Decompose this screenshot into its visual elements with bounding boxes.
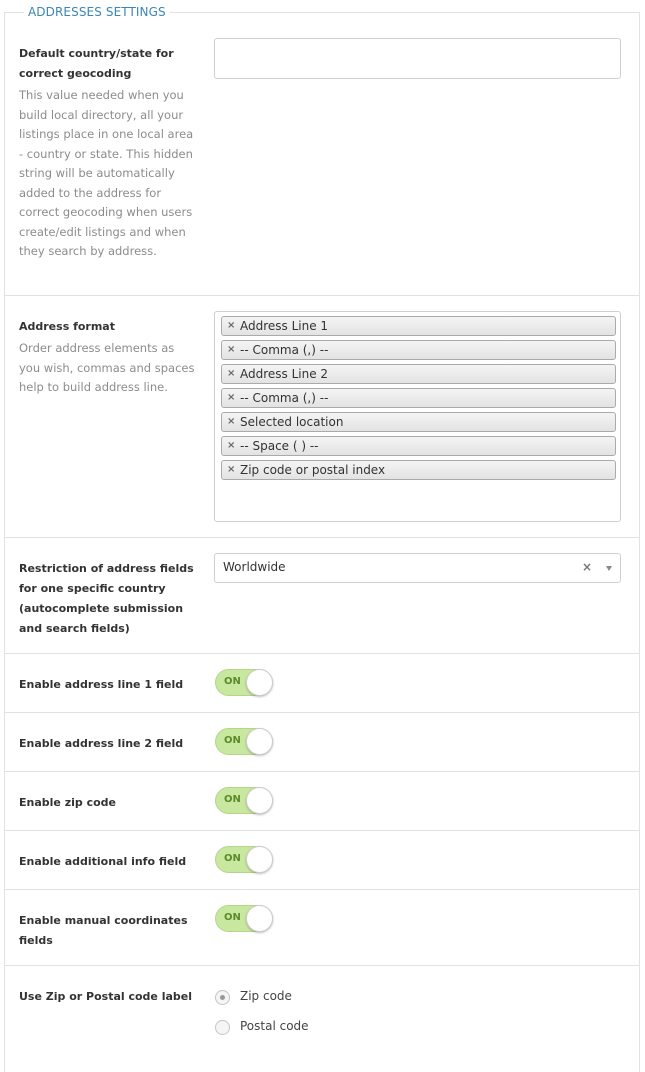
toggle-additional-info[interactable] xyxy=(215,846,273,873)
remove-icon[interactable]: × xyxy=(227,392,236,403)
remove-icon[interactable]: × xyxy=(227,344,236,355)
default-country-description: This value needed when you build local directory, all your listings place in one local area - country or state. This hidden string will be automatically added to the address for correct geocoding when users create/edit listings and when they search by address. xyxy=(19,88,194,258)
radio-selected-dot xyxy=(220,995,225,1000)
toggle-address-line-2[interactable] xyxy=(215,728,273,755)
toggle-knob[interactable] xyxy=(246,905,273,932)
address-format-chip[interactable] xyxy=(221,388,616,408)
divider xyxy=(4,537,640,538)
restriction-selected-value: Worldwide xyxy=(223,560,286,574)
chip-label: Selected location xyxy=(240,415,344,429)
toggle-state: ON xyxy=(224,676,241,687)
divider xyxy=(4,889,640,890)
divider xyxy=(4,653,640,654)
remove-icon[interactable]: × xyxy=(227,368,236,379)
toggle-knob[interactable] xyxy=(246,787,273,814)
remove-icon[interactable]: × xyxy=(227,320,236,331)
address-format-chip[interactable] xyxy=(221,316,616,336)
toggle-address-line-1[interactable] xyxy=(215,669,273,696)
radio-zip-code[interactable] xyxy=(215,990,230,1005)
remove-icon[interactable]: × xyxy=(227,440,236,451)
divider xyxy=(4,965,640,966)
zip-label-setting-label: Use Zip or Postal code label xyxy=(19,990,193,1003)
radio-label-postal-code[interactable]: Postal code xyxy=(240,1019,309,1033)
toggle-label-zip-code: Enable zip code xyxy=(19,796,116,809)
toggle-knob[interactable] xyxy=(246,669,273,696)
toggle-label-address-line-2: Enable address line 2 field xyxy=(19,737,184,750)
restriction-select[interactable] xyxy=(214,553,621,583)
remove-icon[interactable]: × xyxy=(227,416,236,427)
section-title: ADDRESSES SETTINGS xyxy=(24,4,170,20)
chip-label: Zip code or postal index xyxy=(240,463,386,477)
toggle-knob[interactable] xyxy=(246,846,273,873)
chip-label: -- Comma (,) -- xyxy=(240,343,329,357)
chip-label: -- Space ( ) -- xyxy=(240,439,319,453)
chevron-down-icon[interactable] xyxy=(606,566,612,571)
divider xyxy=(4,771,640,772)
address-format-label: Address format xyxy=(19,320,115,333)
address-format-chip[interactable] xyxy=(221,364,616,384)
default-country-label: Default country/state for correct geocoding xyxy=(19,47,174,80)
toggle-state: ON xyxy=(224,853,241,864)
address-format-description: Order address elements as you wish, commas and spaces help to build address line. xyxy=(19,341,195,394)
radio-label-zip-code[interactable]: Zip code xyxy=(240,989,292,1003)
toggle-label-additional-info: Enable additional info field xyxy=(19,855,187,868)
toggle-knob[interactable] xyxy=(246,728,273,755)
remove-icon[interactable]: × xyxy=(227,464,236,475)
radio-postal-code[interactable] xyxy=(215,1020,230,1035)
address-format-multiselect[interactable] xyxy=(214,311,621,522)
address-format-chip[interactable] xyxy=(221,436,616,456)
toggle-manual-coordinates[interactable] xyxy=(215,905,273,932)
divider xyxy=(4,712,640,713)
chip-label: Address Line 1 xyxy=(240,319,329,333)
divider xyxy=(4,830,640,831)
toggle-label-manual-coordinates: Enable manual coordinates fields xyxy=(19,914,188,947)
chip-label: Address Line 2 xyxy=(240,367,329,381)
toggle-state: ON xyxy=(224,735,241,746)
default-country-input[interactable] xyxy=(214,38,621,79)
toggle-state: ON xyxy=(224,912,241,923)
clear-icon[interactable]: × xyxy=(581,560,592,574)
divider xyxy=(4,295,640,296)
address-format-chip[interactable] xyxy=(221,412,616,432)
address-format-chip[interactable] xyxy=(221,340,616,360)
address-format-chip[interactable] xyxy=(221,460,616,480)
chip-label: -- Comma (,) -- xyxy=(240,391,329,405)
restriction-label: Restriction of address fields for one specific country (autocomplete submission and search fields) xyxy=(19,562,194,635)
toggle-state: ON xyxy=(224,794,241,805)
toggle-zip-code[interactable] xyxy=(215,787,273,814)
toggle-label-address-line-1: Enable address line 1 field xyxy=(19,678,184,691)
